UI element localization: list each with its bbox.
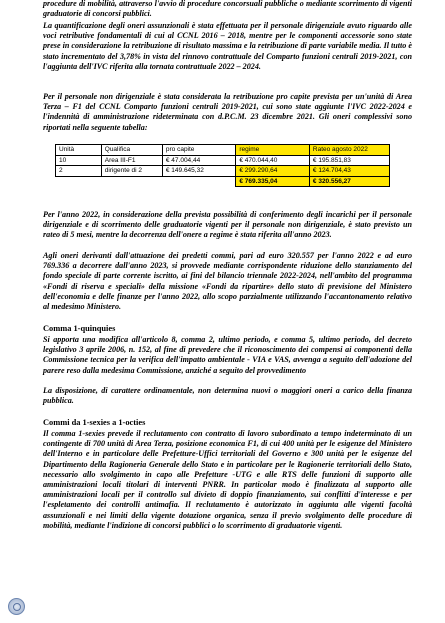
table-total-row: [56, 176, 390, 187]
cost-table: [55, 144, 390, 187]
paragraph: Il comma 1-sexies prevede il reclutamento con contratto di lavoro subordinato a tempo indeterminato di un contingente di 700 unità di Area Terza, posizione economica F1, di cui 400 unità per le esigenze del Ministero dell'Interno e in particolare delle Prefetture-Uffici territoriali del Governo e 300 unità per le esigenze del Dipartimento della Ragioneria Generale dello Stato e in particolare per le Ragionerie territoriali dello Stato, necessario allo svolgimento in capo alle Prefetture -UTG e alle RTS delle funzioni di supporto alle amministrazioni locali titolari di interventi PNRR. In particolar modo è finalizzata al supporto alle amministrazioni locali per il controllo sul divieto di doppio finanziamento, sui conflitti d'interesse e per l'espletamento dei controlli antimafia. Il reclutamento è autorizzato in aggiunta alle vigenti facoltà assunzionali e nei limiti della vigente dotazione organica, senza il previo svolgimento delle procedure di mobilità, mediante l'indizione di concorsi pubblici o lo scorrimento di graduatorie vigenti.: [43, 429, 412, 530]
table-total-cell: € 320.556,27: [309, 176, 389, 187]
table-cell: € 124.704,43: [309, 166, 389, 177]
paragraph: La disposizione, di carattere ordinamentale, non determina nuovi o maggiori oneri a carico della finanza pubblica.: [43, 386, 412, 406]
table-empty-cell: [101, 176, 162, 187]
table-cell: € 195.851,83: [309, 155, 389, 166]
table-cell: € 299.290,64: [236, 166, 310, 177]
table-cell: 10: [56, 155, 102, 166]
paragraph: Si apporta una modifica all'articolo 8, comma 2, ultimo periodo, e comma 5, ultimo periodo, del decreto legislativo 3 aprile 2006, n. 152, al fine di prevedere che il riconoscimento dei compensi ai componenti della Commissione tecnica per la verifica dell'impatto ambientale - VIA e VAS, avvenga a seguito dell'adozione del parere reso dalla medesima Commissione, anziché a seguito del provvedimento: [43, 335, 412, 375]
table-header-cell: Unità: [56, 145, 102, 156]
table-cell: € 149.645,32: [162, 166, 236, 177]
emblem-icon: [8, 598, 25, 615]
table-cell: € 470.044,40: [236, 155, 310, 166]
paragraph: Agli oneri derivanti dall'attuazione dei predetti commi, pari ad euro 320.557 per l'anno 2022 e ad euro 769.336 a decorrere dall'anno 2023, si provvede mediante corrispondente riduzione dello stanziamento del fondo speciale di parte corrente iscritto, ai fini del bilancio triennale 2022-2024, nell'ambito del programma «Fondi di riserva e speciali» della missione «Fondi da ripartire» dello stato di previsione del Ministero dell'economia e delle finanze per l'anno 2022, allo scopo parzialmente utilizzando l'accantonamento relativo al medesimo Ministero.: [43, 251, 412, 312]
paragraph: Per l'anno 2022, in considerazione della prevista possibilità di conferimento degli incarichi per il personale dirigenziale e di scorrimento delle graduatorie vigenti per il personale non dirigenziale, è stato previsto un rateo di 5 mesi, mentre la decorrenza dell'onere a regime è stata riferita all'anno 2023.: [43, 210, 412, 240]
table-header-cell: regime: [236, 145, 310, 156]
table-empty-cell: [56, 176, 102, 187]
table-total-cell: € 769.335,04: [236, 176, 310, 187]
table-cell: Area III-F1: [101, 155, 162, 166]
table-header-row: [56, 145, 390, 156]
paragraph: procedure di mobilità, attraverso l'avvio di procedure concorsuali pubbliche o mediante scorrimento di vigenti graduatorie di concorsi pubblici.: [43, 0, 412, 19]
table-cell: 2: [56, 166, 102, 177]
table-row: [56, 155, 390, 166]
table-row: [56, 166, 390, 177]
table-header-cell: pro capite: [162, 145, 236, 156]
section-heading: Comma 1-quinquies: [43, 324, 116, 333]
paragraph: Per il personale non dirigenziale è stata considerata la retribuzione pro capite prevista per un'unità di Area Terza – F1 del CCNL Comparto funzioni centrali 2019-2021, cui sono state aggiunte l'IVC 2022-2024 e l'indennità di amministrazione rideterminata con d.P.C.M. 23 dicembre 2021. Gli oneri complessivi sono riportati nella seguente tabella:: [43, 92, 412, 132]
section-heading: Commi da 1-sexies a 1-octies: [43, 418, 146, 427]
table-cell: € 47.004,44: [162, 155, 236, 166]
table-empty-cell: [162, 176, 236, 187]
table-header-cell: Rateo agosto 2022: [309, 145, 389, 156]
table-header-cell: Qualifica: [101, 145, 162, 156]
paragraph: La quantificazione degli oneri assunzionali è stata effettuata per il personale dirigenziale avuto riguardo alle voci retributive fondamentali di cui al CCNL 2016 – 2018, mentre per le componenti accessorie sono state prese in considerazione la retribuzione di risultato massima e la retribuzione di parte variabile media. Il tutto è stato incrementato del 3,78% in vista del rinnovo contrattuale del Comparto funzioni centrali 2019-2021, con l'aggiunta dell'IVC riferita alla tornata contrattuale 2022 – 2024.: [43, 21, 412, 71]
table-cell: dirigente di 2: [101, 166, 162, 177]
